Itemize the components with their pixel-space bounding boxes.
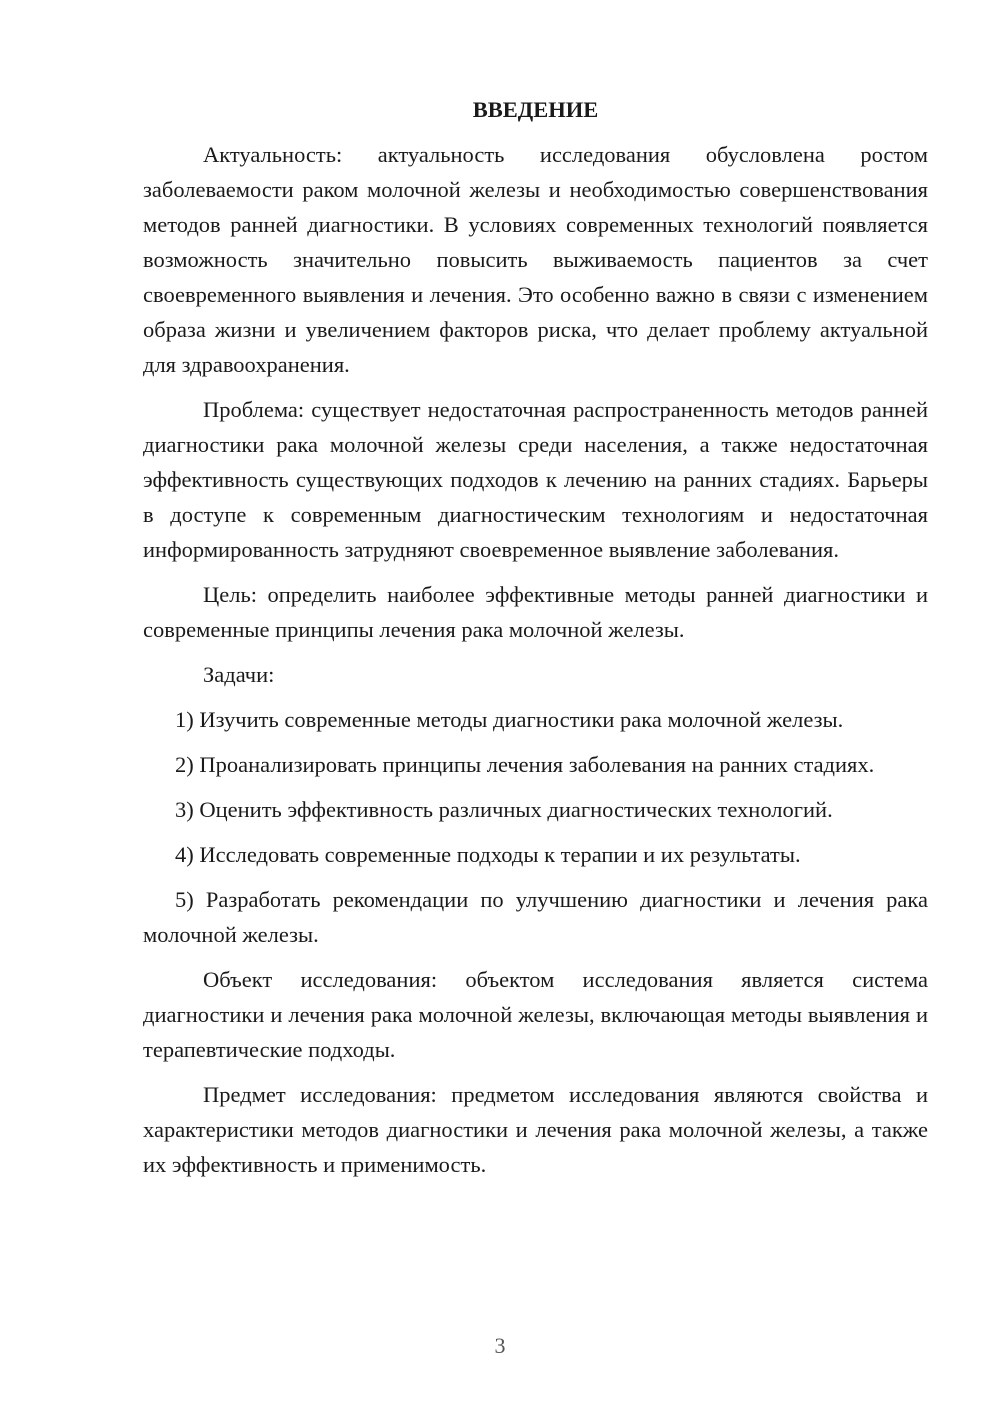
goal-paragraph: Цель: определить наиболее эффективные методы ранней диагностики и современные принципы лечения рака молочной железы. xyxy=(143,582,928,642)
problem-paragraph: Проблема: существует недостаточная распространенность методов ранней диагностики рака молочной железы среди населения, а также недостаточная эффективность существующих подходов к лечению на ранних стадиях. Барьеры в доступе к современным диагностическим технологиям и недостаточная информированность затрудняют своевременное выявление заболевания. xyxy=(143,397,928,562)
tasks-label: Задачи: xyxy=(203,662,275,687)
task-item-1: 1) Изучить современные методы диагностики рака молочной железы. xyxy=(175,707,844,732)
object-paragraph: Объект исследования: объектом исследования является система диагностики и лечения рака молочной железы, включающая методы выявления и терапевтические подходы. xyxy=(143,967,928,1062)
relevance-paragraph: Актуальность: актуальность исследования обусловлена ростом заболеваемости раком молочной железы и необходимостью совершенствования методов ранней диагностики. В условиях современных технологий появляется возможность значительно повысить выживаемость пациентов за счет своевременного выявления и лечения. Это особенно важно в связи с изменением образа жизни и увеличением факторов риска, что делает проблему актуальной для здравоохранения. xyxy=(143,142,928,377)
task-item-4: 4) Исследовать современные подходы к терапии и их результаты. xyxy=(175,842,801,867)
task-item-5: 5) Разработать рекомендации по улучшению диагностики и лечения рака молочной железы. xyxy=(143,887,928,947)
document-body xyxy=(143,92,928,1192)
page-number: 3 xyxy=(494,1333,506,1358)
subject-paragraph: Предмет исследования: предметом исследования являются свойства и характеристики методов диагностики и лечения рака молочной железы, а также их эффективность и применимость. xyxy=(143,1082,928,1177)
task-item-2: 2) Проанализировать принципы лечения заболевания на ранних стадиях. xyxy=(175,752,875,777)
section-heading: ВВЕДЕНИЕ xyxy=(472,97,599,122)
task-item-3: 3) Оценить эффективность различных диагностических технологий. xyxy=(175,797,833,822)
